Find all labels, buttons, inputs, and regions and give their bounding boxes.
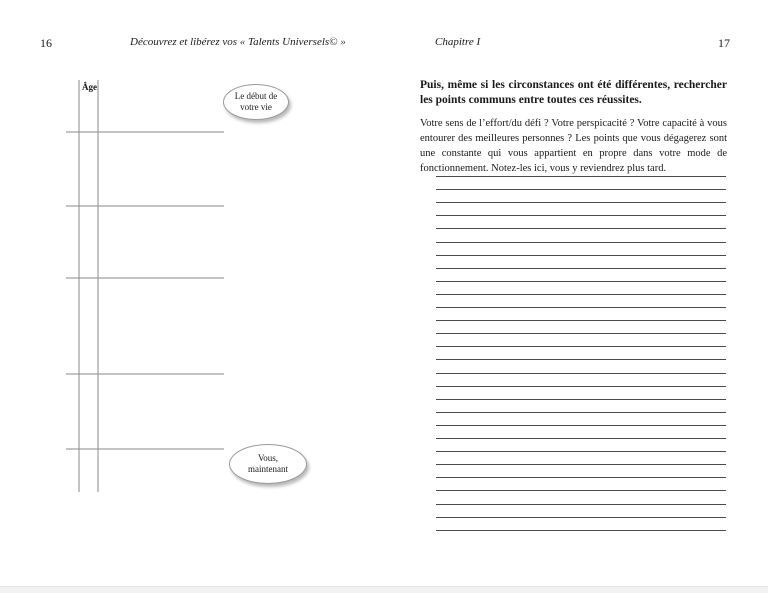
writing-line <box>436 530 726 531</box>
writing-line <box>436 268 726 269</box>
writing-line <box>436 412 726 413</box>
right-page <box>384 0 768 586</box>
writing-line <box>436 202 726 203</box>
writing-line <box>436 215 726 216</box>
bubble-now-text: Vous, maintenant <box>248 453 288 474</box>
writing-line <box>436 386 726 387</box>
body-paragraph: Votre sens de l’effort/du défi ? Votre perspicacité ? Votre capacité à vous entourer des meilleures personnes ? Les points que vous dégagerez sont une constante qui vous appartient en propre dans votre mode de fonctionnement. Notez-les ici, vous y reviendrez plus tard. <box>420 118 727 174</box>
writing-line <box>436 333 726 334</box>
writing-line <box>436 281 726 282</box>
writing-line <box>436 477 726 478</box>
writing-line <box>436 438 726 439</box>
writing-line <box>436 451 726 452</box>
writing-line <box>436 399 726 400</box>
timeline-grid <box>0 0 384 586</box>
writing-line <box>436 504 726 505</box>
writing-line <box>436 307 726 308</box>
bubble-now <box>229 444 307 484</box>
writing-line <box>436 517 726 518</box>
writing-line <box>436 176 726 177</box>
writing-line <box>436 359 726 360</box>
writing-line <box>436 346 726 347</box>
writing-line <box>436 255 726 256</box>
bubble-start-text: Le début de votre vie <box>234 91 278 112</box>
writing-line <box>436 242 726 243</box>
bubble-start-of-life <box>223 84 289 120</box>
writing-line <box>436 189 726 190</box>
running-head-right: Chapitre I <box>435 36 481 48</box>
age-label: Âge <box>82 82 97 92</box>
writing-line <box>436 464 726 465</box>
left-page <box>0 0 384 586</box>
writing-line <box>436 425 726 426</box>
writing-line <box>436 373 726 374</box>
page-number-right: 17 <box>718 36 730 50</box>
running-head-left: Découvrez et libérez vos « Talents Universels© » <box>130 36 346 48</box>
page-number-left: 16 <box>40 36 52 50</box>
writing-line <box>436 490 726 491</box>
writing-line <box>436 320 726 321</box>
writing-line <box>436 228 726 229</box>
section-heading: Puis, même si les circonstances ont été différentes, rechercher les points communs entre toutes ces réussites. <box>420 79 727 106</box>
writing-line <box>436 294 726 295</box>
